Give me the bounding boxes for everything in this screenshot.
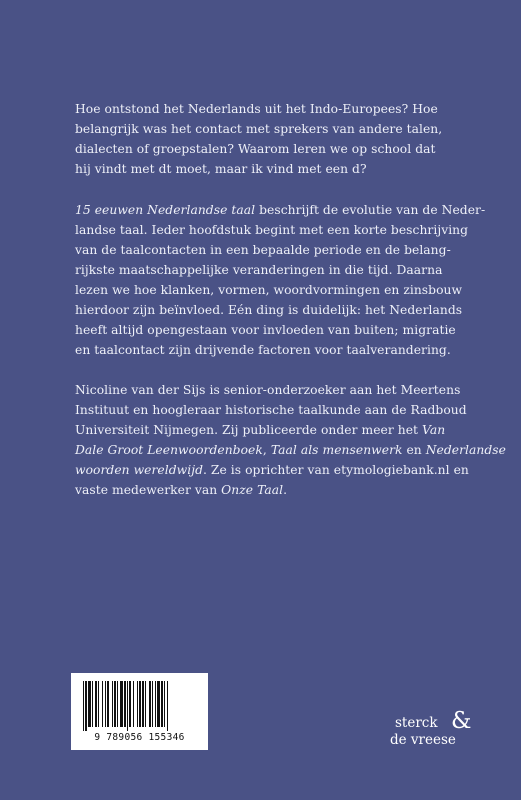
publisher-name-line2: de vreese xyxy=(390,732,456,748)
description-line: van de taalcontacten in een bepaalde periode en de belang- xyxy=(75,243,451,257)
publisher-name-line1: sterck xyxy=(395,715,438,731)
bio-line: Nicoline van der Sijs is senior-onderzoeker aan het Meertens xyxy=(75,383,461,397)
bio-line: vaste medewerker van Onze Taal. xyxy=(75,483,288,497)
intro-paragraph xyxy=(75,99,465,179)
barcode-bar xyxy=(137,681,138,727)
barcode-bar xyxy=(98,681,99,727)
description-line: rijkste maatschappelijke veranderingen in die tijd. Daarna xyxy=(75,263,443,277)
barcode-bar xyxy=(95,681,97,727)
bio-line: Instituut en hoogleraar historische taalkunde aan de Radboud xyxy=(75,403,467,417)
intro-line: belangrijk was het contact met sprekers van andere talen, xyxy=(75,122,443,136)
barcode-bar xyxy=(92,681,93,727)
description-line: en taalcontact zijn drijvende factoren voor taalverandering. xyxy=(75,343,451,357)
barcode-bars xyxy=(83,681,196,731)
bio-line: Dale Groot Leenwoordenboek, Taal als mensenwerk en Nederlandse xyxy=(75,443,506,457)
description-line: heeft altijd opengestaan voor invloeden van buiten; migratie xyxy=(75,323,456,337)
barcode-bar xyxy=(133,681,134,727)
bio-line: woorden wereldwijd. Ze is oprichter van etymologiebank.nl en xyxy=(75,463,469,477)
isbn-number: 9 789056 155346 xyxy=(94,732,185,743)
description-paragraph xyxy=(75,200,486,360)
publisher-ampersand: & xyxy=(451,708,472,734)
barcode-bar xyxy=(161,681,163,727)
author-bio-paragraph xyxy=(75,380,506,500)
bio-line: Universiteit Nijmegen. Zij publiceerde onder meer het Van xyxy=(75,423,446,437)
description-line: 15 eeuwen Nederlandse taal beschrijft de evolutie van de Neder- xyxy=(75,203,486,217)
barcode-bar xyxy=(164,681,165,727)
barcode-bar xyxy=(157,681,160,727)
barcode-bar xyxy=(167,681,168,731)
barcode-bar xyxy=(155,681,156,727)
barcode-bar xyxy=(117,681,118,727)
barcode xyxy=(71,673,208,750)
barcode-bar xyxy=(105,681,106,727)
description-line: landse taal. Ieder hoofdstuk begint met een korte beschrijving xyxy=(75,223,469,237)
barcode-bar xyxy=(107,681,109,727)
intro-line: Hoe ontstond het Nederlands uit het Indo-Europees? Hoe xyxy=(75,102,438,116)
barcode-bar xyxy=(127,681,128,731)
barcode-bar xyxy=(114,681,116,727)
barcode-bar xyxy=(139,681,141,727)
intro-line: hij vindt met dt moet, maar ik vind met een d? xyxy=(75,162,367,176)
intro-line: dialecten of groepstalen? Waarom leren we op school dat xyxy=(75,142,436,156)
barcode-bar xyxy=(112,681,113,727)
barcode-bar xyxy=(120,681,123,727)
description-line: lezen we hoe klanken, vormen, woordvormingen en zinsbouw xyxy=(75,283,463,297)
barcode-bar xyxy=(85,681,87,731)
barcode-bar xyxy=(142,681,144,727)
barcode-bar xyxy=(102,681,103,727)
barcode-bar xyxy=(124,681,126,727)
barcode-bar xyxy=(145,681,146,727)
barcode-bar xyxy=(83,681,84,731)
description-line: hierdoor zijn beïnvloed. Eén ding is duidelijk: het Nederlands xyxy=(75,303,463,317)
barcode-bar xyxy=(152,681,153,727)
book-title: 15 eeuwen Nederlandse taal xyxy=(75,203,256,217)
barcode-bar xyxy=(88,681,91,727)
barcode-bar xyxy=(129,681,131,727)
barcode-bar xyxy=(149,681,151,727)
